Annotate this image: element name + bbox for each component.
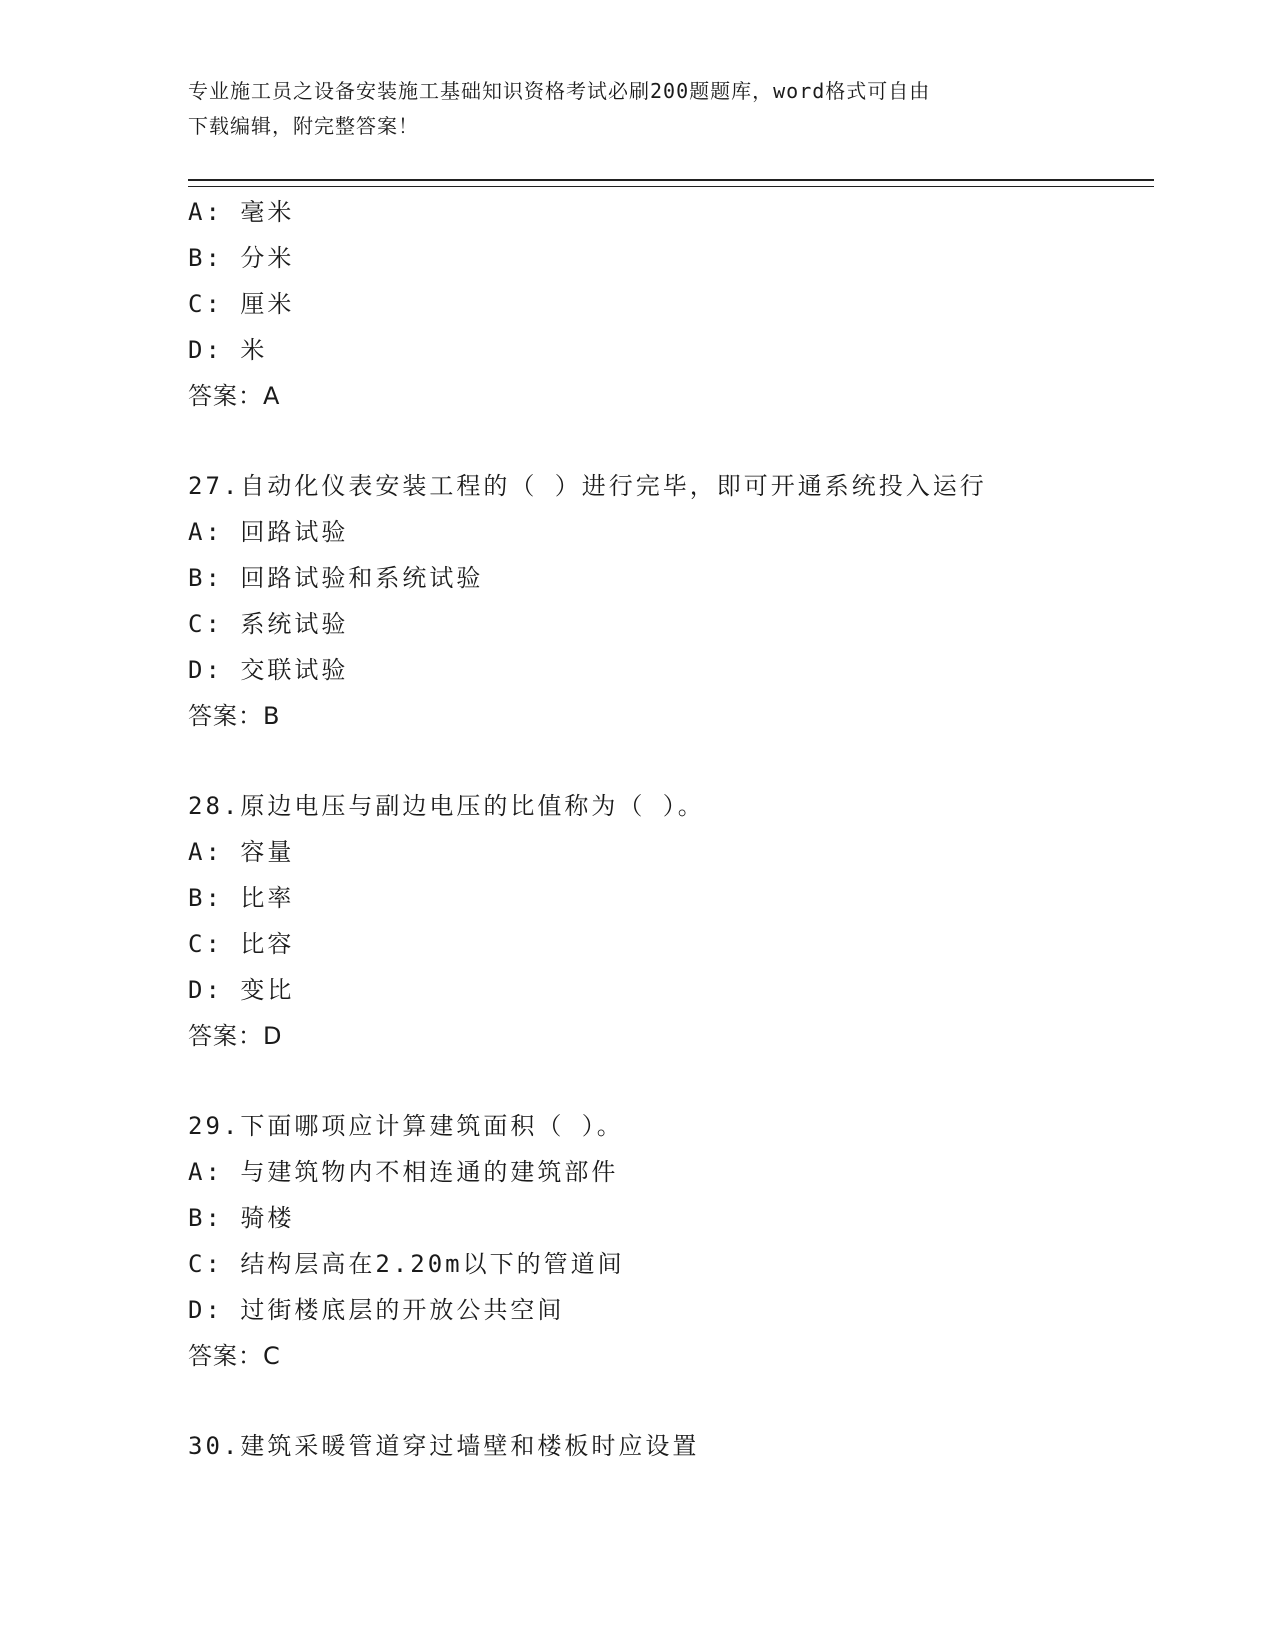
question-list — [188, 189, 1154, 1469]
document-header — [188, 74, 1088, 144]
option-c: C: 厘米 — [188, 290, 295, 318]
question-30 — [188, 1423, 1154, 1469]
question-26-partial — [188, 189, 1154, 419]
option-c: C: 比容 — [188, 930, 295, 958]
option-a: A: 容量 — [188, 838, 295, 866]
spacer — [188, 419, 1154, 463]
question-stem: 27.自动化仪表安装工程的（ ）进行完毕，即可开通系统投入运行 — [188, 472, 987, 500]
header-divider — [188, 179, 1154, 187]
question-27 — [188, 463, 1154, 739]
option-b: B: 回路试验和系统试验 — [188, 564, 484, 592]
option-d: D: 交联试验 — [188, 656, 349, 684]
spacer — [188, 1059, 1154, 1103]
answer-line: 答案：B — [188, 702, 281, 730]
option-d: D: 米 — [188, 336, 268, 364]
option-d: D: 过街楼底层的开放公共空间 — [188, 1296, 565, 1324]
option-c: C: 结构层高在2.20m以下的管道间 — [188, 1250, 625, 1278]
question-stem: 29.下面哪项应计算建筑面积（ ）。 — [188, 1112, 624, 1140]
option-b: B: 分米 — [188, 244, 295, 272]
option-b: B: 骑楼 — [188, 1204, 295, 1232]
option-d: D: 变比 — [188, 976, 295, 1004]
question-stem: 28.原边电压与副边电压的比值称为（ ）。 — [188, 792, 705, 820]
option-a: A: 与建筑物内不相连通的建筑部件 — [188, 1158, 619, 1186]
option-c: C: 系统试验 — [188, 610, 349, 638]
spacer — [188, 739, 1154, 783]
spacer — [188, 1379, 1154, 1423]
option-a: A: 毫米 — [188, 198, 295, 226]
header-line-2: 下载编辑，附完整答案！ — [188, 114, 419, 138]
answer-line: 答案：C — [188, 1342, 281, 1370]
answer-line: 答案：A — [188, 382, 281, 410]
question-stem: 30.建筑采暖管道穿过墙壁和楼板时应设置 — [188, 1432, 700, 1460]
answer-line: 答案：D — [188, 1022, 283, 1050]
question-28 — [188, 783, 1154, 1059]
option-a: A: 回路试验 — [188, 518, 349, 546]
header-line-1: 专业施工员之设备安装施工基础知识资格考试必刷200题题库，word格式可自由 — [188, 79, 931, 103]
option-b: B: 比率 — [188, 884, 295, 912]
question-29 — [188, 1103, 1154, 1379]
